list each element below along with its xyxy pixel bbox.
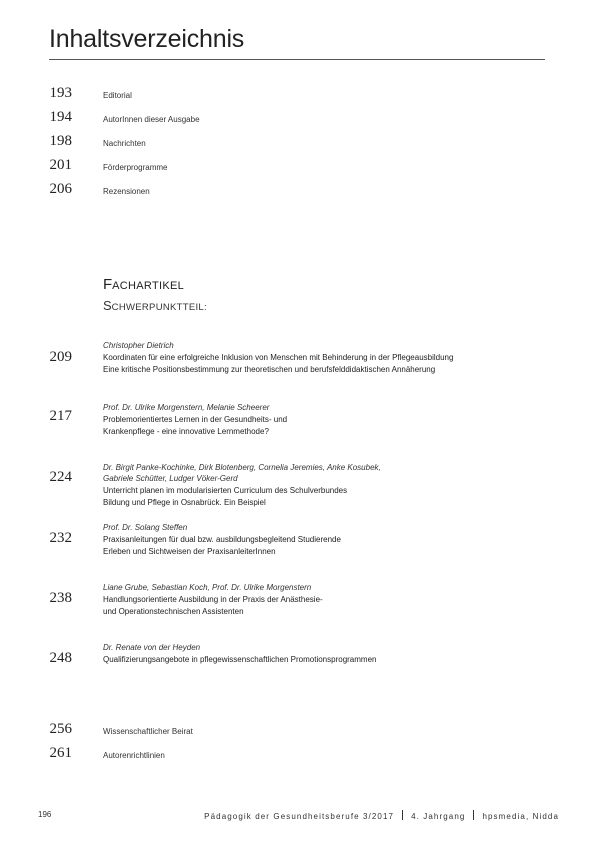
section-heading	[103, 276, 184, 293]
section-heading-initial: F	[103, 276, 113, 293]
article-title-line: Erleben und Sichtweisen der PraxisanleiterInnen	[103, 547, 276, 556]
article-page-number: 238	[49, 590, 72, 606]
title-rule	[49, 59, 545, 60]
page-title: Inhaltsverzeichnis	[49, 25, 245, 53]
toc-page-number: 198	[49, 133, 72, 149]
toc-page-number: 256	[49, 721, 72, 737]
toc-label: Rezensionen	[103, 187, 150, 196]
footer-page-number: 196	[38, 810, 52, 819]
article-title-line: Handlungsorientierte Ausbildung in der Praxis der Anästhesie-	[103, 595, 323, 604]
article-title-line: Unterricht planen im modularisierten Curriculum des Schulverbundes	[103, 486, 348, 495]
toc-page-number: 201	[49, 157, 72, 173]
section-heading-rest: ACHARTIKEL	[112, 280, 185, 292]
article-title-line: Problemorientiertes Lernen in der Gesundheits- und	[103, 415, 288, 424]
toc-page-number: 261	[49, 745, 72, 761]
footer-journal: Pädagogik der Gesundheitsberufe 3/2017	[204, 812, 395, 821]
subsection-heading	[103, 298, 207, 313]
article-title-line: Praxisanleitungen für dual bzw. ausbildungsbegleitend Studierende	[103, 535, 341, 544]
article-page-number: 217	[49, 408, 72, 424]
article-page-number: 224	[49, 469, 72, 485]
article-page-number: 209	[49, 349, 72, 365]
article-authors: Dr. Renate von der Heyden	[103, 643, 201, 652]
toc-label: AutorInnen dieser Ausgabe	[103, 115, 200, 124]
article-authors: Liane Grube, Sebastian Koch, Prof. Dr. Ulrike Morgenstern	[103, 583, 312, 592]
toc-page-number: 194	[49, 109, 72, 125]
subsection-heading-rest: CHWERPUNKTTEIL:	[111, 302, 207, 313]
article-authors: Gabriele Schütter, Ludger Vöker-Gerd	[103, 474, 238, 483]
toc-label: Autorenrichtlinien	[103, 751, 165, 760]
article-page-number: 248	[49, 650, 72, 666]
toc-label: Förderprogramme	[103, 163, 168, 172]
article-authors: Dr. Birgit Panke-Kochinke, Dirk Blotenberg, Cornelia Jeremies, Anke Kosubek,	[103, 463, 381, 472]
toc-page-number: 206	[49, 181, 72, 197]
article-title-line: und Operationstechnischen Assistenten	[103, 607, 244, 616]
article-title-line: Krankenpflege - eine innovative Lernmethode?	[103, 427, 269, 436]
article-authors: Prof. Dr. Solang Steffen	[103, 523, 188, 532]
page-footer	[0, 810, 595, 824]
article-authors: Prof. Dr. Ulrike Morgenstern, Melanie Scheerer	[103, 403, 270, 412]
toc-label: Editorial	[103, 91, 132, 100]
article-title-line: Bildung und Pflege in Osnabrück. Ein Beispiel	[103, 498, 266, 507]
footer-volume: 4. Jahrgang	[411, 812, 466, 821]
article-title-line: Qualifizierungsangebote in pflegewissenschaftlichen Promotionsprogrammen	[103, 655, 377, 664]
footer-separator	[402, 810, 403, 820]
toc-page-number: 193	[49, 85, 72, 101]
article-title-line: Koordinaten für eine erfolgreiche Inklusion von Menschen mit Behinderung in der Pflegeausbildung	[103, 353, 454, 362]
footer-meta	[204, 810, 559, 821]
toc-label: Nachrichten	[103, 139, 146, 148]
article-title-line: Eine kritische Positionsbestimmung zur theoretischen und berufsfelddidaktischen Annäherung	[103, 365, 436, 374]
article-authors: Christopher Dietrich	[103, 341, 174, 350]
footer-publisher: hpsmedia, Nidda	[482, 812, 559, 821]
toc-label: Wissenschaftlicher Beirat	[103, 727, 193, 736]
footer-separator	[473, 810, 474, 820]
article-page-number: 232	[49, 530, 72, 546]
subsection-heading-initial: S	[103, 298, 112, 313]
